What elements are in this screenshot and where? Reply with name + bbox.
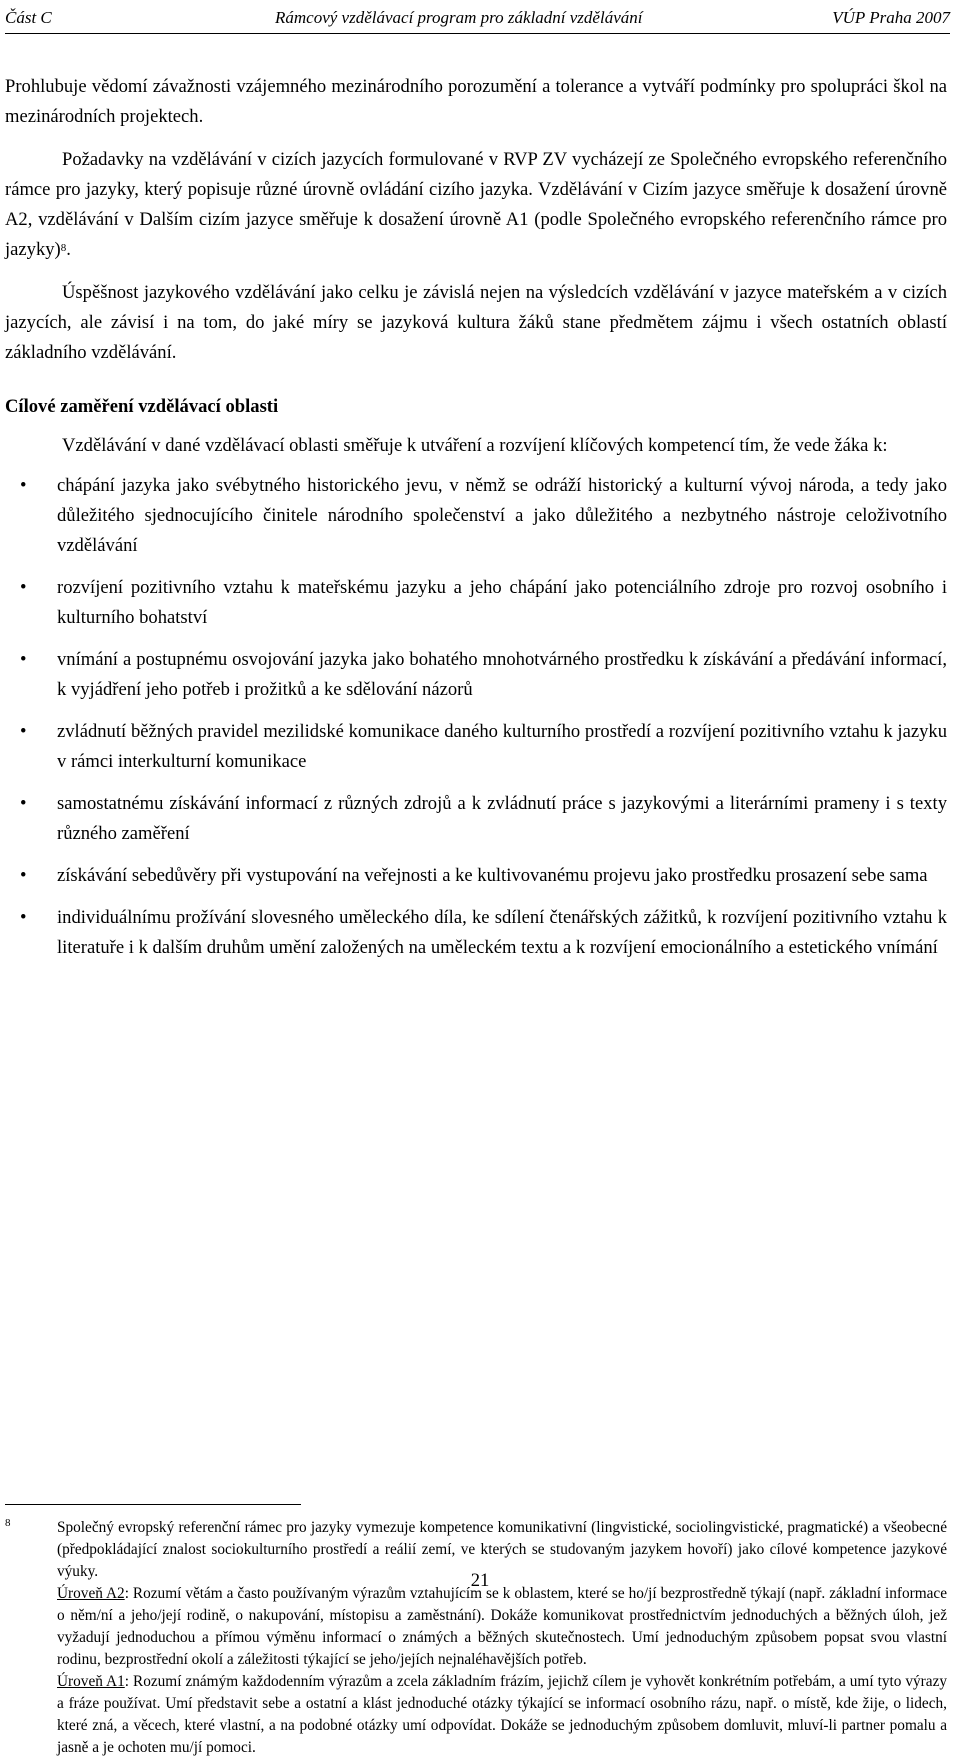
bullet-icon: • xyxy=(20,577,27,598)
bullet-icon: • xyxy=(20,865,27,886)
list-item-text: samostatnému získávání informací z různých zdrojů a k zvládnutí práce s jazykovými a literárními prameny i s texty různého zaměření xyxy=(57,793,947,844)
footnote-text: Společný evropský referenční rámec pro jazyky vymezuje kompetence komunikativní (lingvistické, sociolingvistické, pragmatické) a všeobecné (předpokládající znalost sociokulturního prostředí a reálií zemí, ve kterých se studovaným jazykem hovoří) jako cílové kompetence jazykové výuky. xyxy=(57,1519,947,1580)
paragraph-2-end: . xyxy=(66,239,71,260)
level-a2-label: Úroveň A2 xyxy=(57,1585,125,1602)
footnote-body xyxy=(57,1517,947,1759)
footnote-level-a1 xyxy=(57,1671,947,1759)
section-intro: Vzdělávání v dané vzdělávací oblasti směřuje k utváření a rozvíjení klíčových kompetencí tím, že vede žáka k: xyxy=(62,435,888,456)
page-number: 21 xyxy=(470,1570,490,1591)
footnote-reference[interactable]: 8 xyxy=(60,242,67,254)
footnote-level-a2 xyxy=(57,1583,947,1671)
bullet-icon: • xyxy=(20,793,27,814)
list-item xyxy=(5,645,947,705)
header-title: Rámcový vzdělávací program pro základní vzdělávání xyxy=(275,8,643,27)
footnote xyxy=(5,1517,947,1759)
footnote-number: 8 xyxy=(5,1517,11,1529)
header-publisher: VÚP Praha 2007 xyxy=(832,8,950,27)
footnote-divider xyxy=(5,1504,301,1505)
bullet-icon: • xyxy=(20,907,27,928)
bullet-icon: • xyxy=(20,649,27,670)
list-item xyxy=(5,789,947,849)
paragraph-3: Úspěšnost jazykového vzdělávání jako celku je závislá nejen na výsledcích vzdělávání v jazyce mateřském a v cizích jazycích, ale závisí i na tom, do jaké míry se jazyková kultura žáků stane předmětem zájmu i všech ostatních oblastí základního vzdělávání. xyxy=(5,282,947,363)
paragraph-1: Prohlubuje vědomí závažnosti vzájemného mezinárodního porozumění a tolerance a vytváří podmínky pro spolupráci škol na mezinárodních projektech. xyxy=(5,76,947,127)
header-part: Část C xyxy=(5,8,52,27)
level-a2-text: : Rozumí větám a často používaným výrazům vztahujícím se k oblastem, které se ho/jí bezprostředně týkají (např. základní informace o něm/ní a jeho/její rodině, o nakupování, místopisu a zaměstnání). Dokáže komunikovat prostřednictvím jednoduchých a běžných úloh, jež vyžadují jednoduchou a přímou výměnu informací o známých a běžných skutečnostech. Umí jednoduchým způsobem popsat svou vlastní rodinu, bezprostřední okolí a záležitosti týkající se jeho/jejích nejnaléhavějších potřeb. xyxy=(57,1585,947,1668)
list-item xyxy=(5,471,947,561)
bullet-icon: • xyxy=(20,475,27,496)
list-item xyxy=(5,903,947,963)
list-item xyxy=(5,861,947,891)
goals-list xyxy=(5,471,947,963)
list-item-text: chápání jazyka jako svébytného historického jevu, v němž se odráží historický a kulturní vývoj národa, a tedy jako důležitého sjednocujícího činitele národního společenství a jako důležitého a nezbytného nástroje celoživotního vzdělávání xyxy=(57,475,947,556)
list-item xyxy=(5,717,947,777)
main-content xyxy=(5,72,947,975)
list-item-text: rozvíjení pozitivního vztahu k mateřskému jazyku a jeho chápání jako potenciálního zdroje pro rozvoj osobního i kulturního bohatství xyxy=(57,577,947,628)
list-item-text: získávání sebedůvěry při vystupování na veřejnosti a ke kultivovanému projevu jako prostředku prosazení sebe sama xyxy=(57,865,928,886)
level-a1-label: Úroveň A1 xyxy=(57,1673,125,1690)
paragraph-2-text: Požadavky na vzdělávání v cizích jazycích formulované v RVP ZV vycházejí ze Společného evropského referenčního rámce pro jazyky, který popisuje různé úrovně ovládání cizího jazyka. Vzdělávání v Cizím jazyce směřuje k dosažení úrovně A2, vzdělávání v Dalším cizím jazyce směřuje k dosažení úrovně A1 (podle Společného evropského referenčního rámce pro jazyky) xyxy=(5,149,947,260)
level-a1-text: : Rozumí známým každodenním výrazům a zcela základním frázím, jejichž cílem je vyhovět konkrétním potřebám, a umí tyto výrazy a fráze používat. Umí představit sebe a ostatní a klást jednoduché otázky týkající se informací osobního rázu, např. o místě, kde žije, o lidech, které zná, a věcech, které vlastní, a na podobné otázky umí odpovídat. Dokáže se jednoduchým způsobem domluvit, mluví-li partner pomalu a jasně a je ochoten mu/jí pomoci. xyxy=(57,1673,948,1756)
list-item-text: vnímání a postupnému osvojování jazyka jako bohatého mnohotvárného prostředku k získávání a předávání informací, k vyjádření jeho potřeb i prožitků a ke sdělování názorů xyxy=(57,649,947,700)
page-header xyxy=(5,3,950,34)
bullet-icon: • xyxy=(20,721,27,742)
list-item xyxy=(5,573,947,633)
section-heading: Cílové zaměření vzdělávací oblasti xyxy=(5,396,279,417)
paragraph-2 xyxy=(5,145,947,265)
list-item-text: zvládnutí běžných pravidel mezilidské komunikace daného kulturního prostředí a rozvíjení pozitivního vztahu k jazyku v rámci interkulturní komunikace xyxy=(57,721,947,772)
list-item-text: individuálnímu prožívání slovesného uměleckého díla, ke sdílení čtenářských zážitků, k rozvíjení pozitivního vztahu k literatuře i k dalším druhům umění založených na uměleckém textu a k rozvíjení emocionálního a estetického vnímání xyxy=(57,907,947,958)
